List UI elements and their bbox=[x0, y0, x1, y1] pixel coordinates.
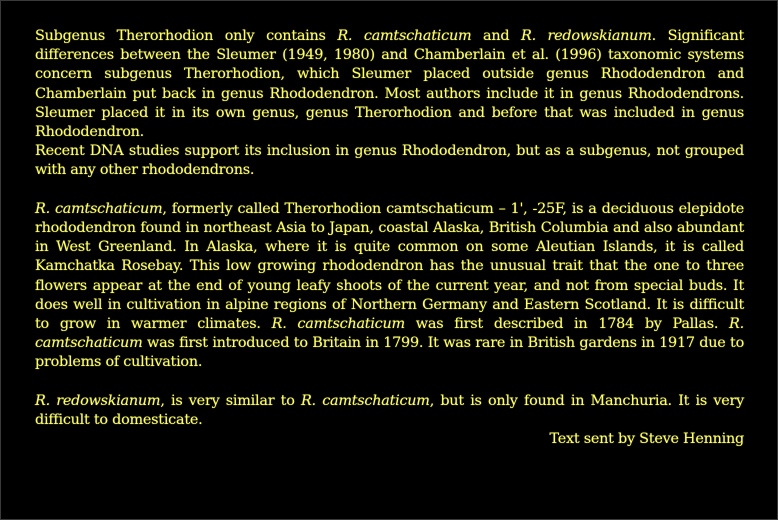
signature-credit: Text sent by Steve Henning bbox=[549, 431, 744, 448]
species-name: R. camtschaticum bbox=[271, 316, 405, 333]
paragraph-redowskianum bbox=[35, 392, 744, 430]
text-span: . Significant differences between the Sleumer (1949, 1980) and Chamberlain et al. (1996) taxonomic systems concern subgenus Therorhodion, which Sleumer placed outside genus Rhododendron and Chamberlain put back in genus Rhododendron. Most authors include it in genus Rhododendrons. Sleumer placed it in its own genus, genus Therorhodion and before that was included in genus Rhododendron. bbox=[35, 28, 744, 141]
text-span: , but is only found in Manchuria. It is very difficult to domesticate. bbox=[35, 392, 744, 429]
text-span: , is very similar to bbox=[160, 392, 301, 409]
paragraph-camtschaticum bbox=[35, 200, 744, 373]
text-span: Recent DNA studies support its inclusion in genus Rhododendron, but as a subgenus, not grouped with any other rhododendrons. bbox=[35, 143, 744, 179]
text-span: and bbox=[471, 28, 521, 44]
text-span: , formerly called Therorhodion camtschaticum – 1', -25F, is a deciduous elepidote rhododendron found in northeast Asia to Japan, coastal Alaska, British Columbia and also abundant in West Greenland. In Alaska, where it is quite common on some Aleutian Islands, it is called Kamchatka Rosebay. This low growing rhododendron has the unusual trait that the one to three flowers appear at the end of young leafy shoots of the current year, and not from special buds. It does well in cultivation in alpine regions of Northern Germany and Eastern Scotland. It is difficult to grow in warmer climates. bbox=[35, 200, 744, 333]
species-name: R. redowskianum bbox=[35, 392, 161, 409]
text-span: was first described in 1784 by Pallas. bbox=[404, 316, 730, 333]
text-span: was first introduced to Britain in 1799. It was rare in British gardens in 1917 due to problems of cultivation. bbox=[35, 335, 744, 371]
species-name: R. camtschaticum bbox=[35, 200, 163, 217]
paragraph-gap bbox=[35, 181, 744, 200]
species-name: R. redowskianum bbox=[520, 28, 652, 44]
paragraph-subgenus-intro bbox=[35, 27, 744, 142]
species-name: R. camtschaticum bbox=[35, 316, 744, 352]
species-name: R. camtschaticum bbox=[300, 392, 430, 409]
paragraph-gap bbox=[35, 373, 744, 392]
text-span: Subgenus Therorhodion only contains bbox=[35, 28, 338, 44]
species-name: R. camtschaticum bbox=[337, 28, 472, 44]
text-body bbox=[35, 27, 744, 449]
paragraph-dna-studies bbox=[35, 142, 744, 180]
